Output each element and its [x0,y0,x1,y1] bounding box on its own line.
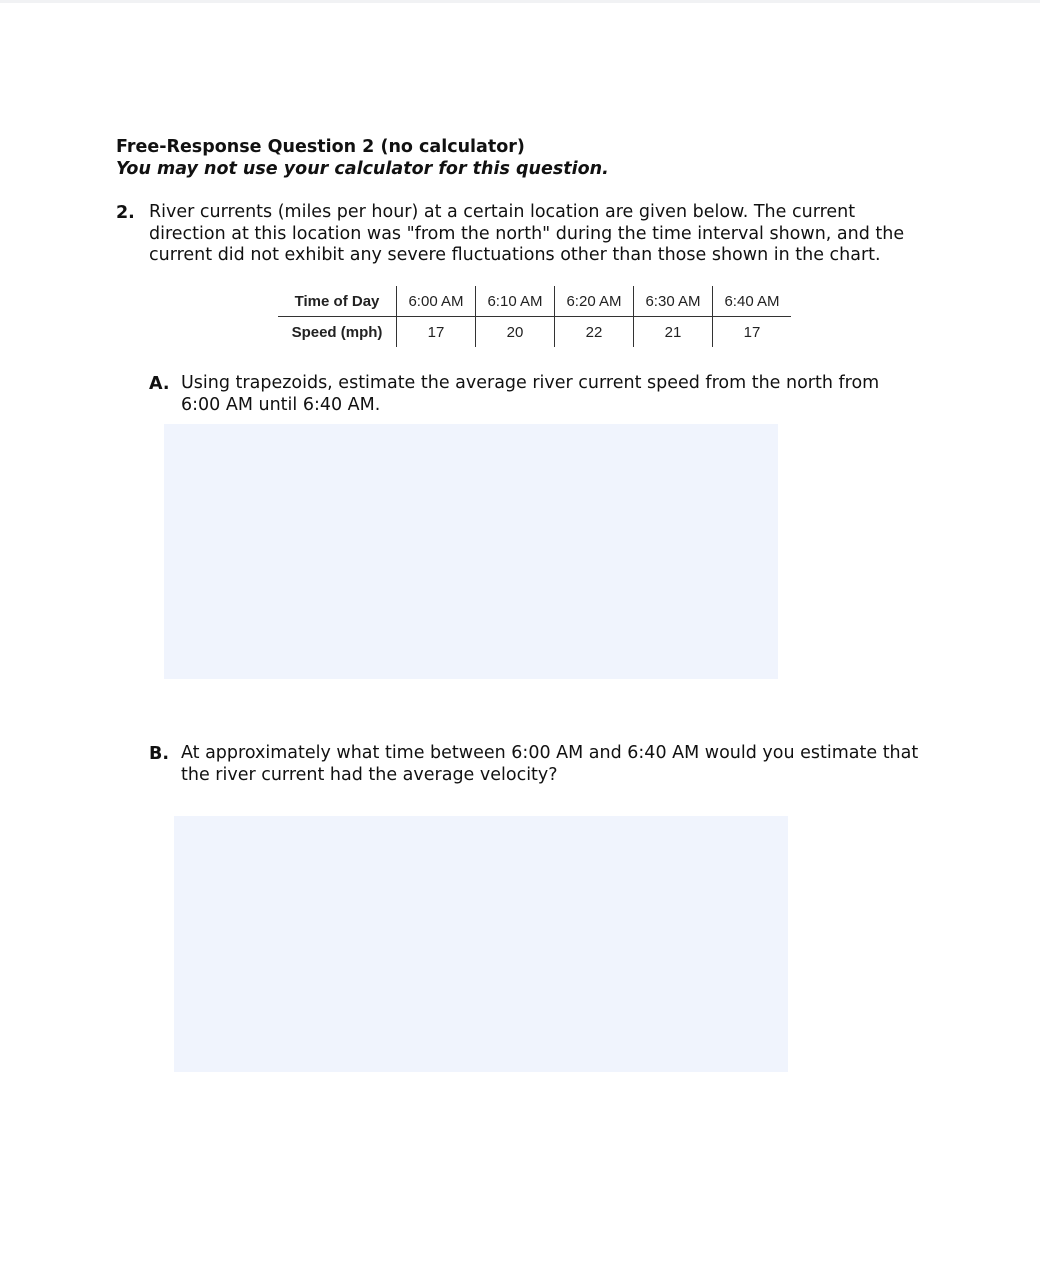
part-a-prompt [181,373,879,416]
part-b-prompt-line: At approximately what time between 6:00 AM and 6:40 AM would you estimate that [181,743,919,763]
time-cell: 6:30 AM [634,286,713,317]
page-top-border [0,0,1040,3]
speed-row [278,317,791,348]
time-cell: 6:40 AM [713,286,792,317]
time-of-day-header: Time of Day [278,286,397,317]
part-b-prompt [181,743,918,786]
question-prompt-line: direction at this location was "from the north" during the time interval shown, and the [149,223,905,244]
part-a-answer-box[interactable] [164,424,778,679]
speed-header: Speed (mph) [291,323,383,341]
part-a-prompt-line: Using trapezoids, estimate the average river current speed from the north from [181,373,880,393]
question-title: Free-Response Question 2 (no calculator) [116,137,525,157]
speed-cell: 17 [397,317,476,348]
part-a-letter: A. [149,374,170,394]
time-row [278,286,791,317]
time-cell: 6:00 AM [397,286,476,317]
part-b-answer-box[interactable] [174,816,788,1072]
question-prompt [149,202,949,267]
speed-cell: 17 [713,317,792,348]
river-current-table [278,286,791,347]
question-number: 2. [116,203,135,223]
question-prompt-line: current did not exhibit any severe fluctuations other than those shown in the chart. [149,245,881,265]
question-prompt-line: River currents (miles per hour) at a certain location are given below. The current [149,202,856,222]
speed-cell: 22 [555,317,634,348]
part-a-prompt-line: 6:00 AM until 6:40 AM. [181,394,381,415]
calculator-instruction: You may not use your calculator for this question. [116,159,609,179]
time-cell: 6:10 AM [476,286,555,317]
speed-cell: 21 [634,317,713,348]
time-cell: 6:20 AM [555,286,634,317]
part-b-letter: B. [149,744,169,764]
speed-cell: 20 [476,317,555,348]
part-b-prompt-line: the river current had the average velocity? [181,764,558,785]
